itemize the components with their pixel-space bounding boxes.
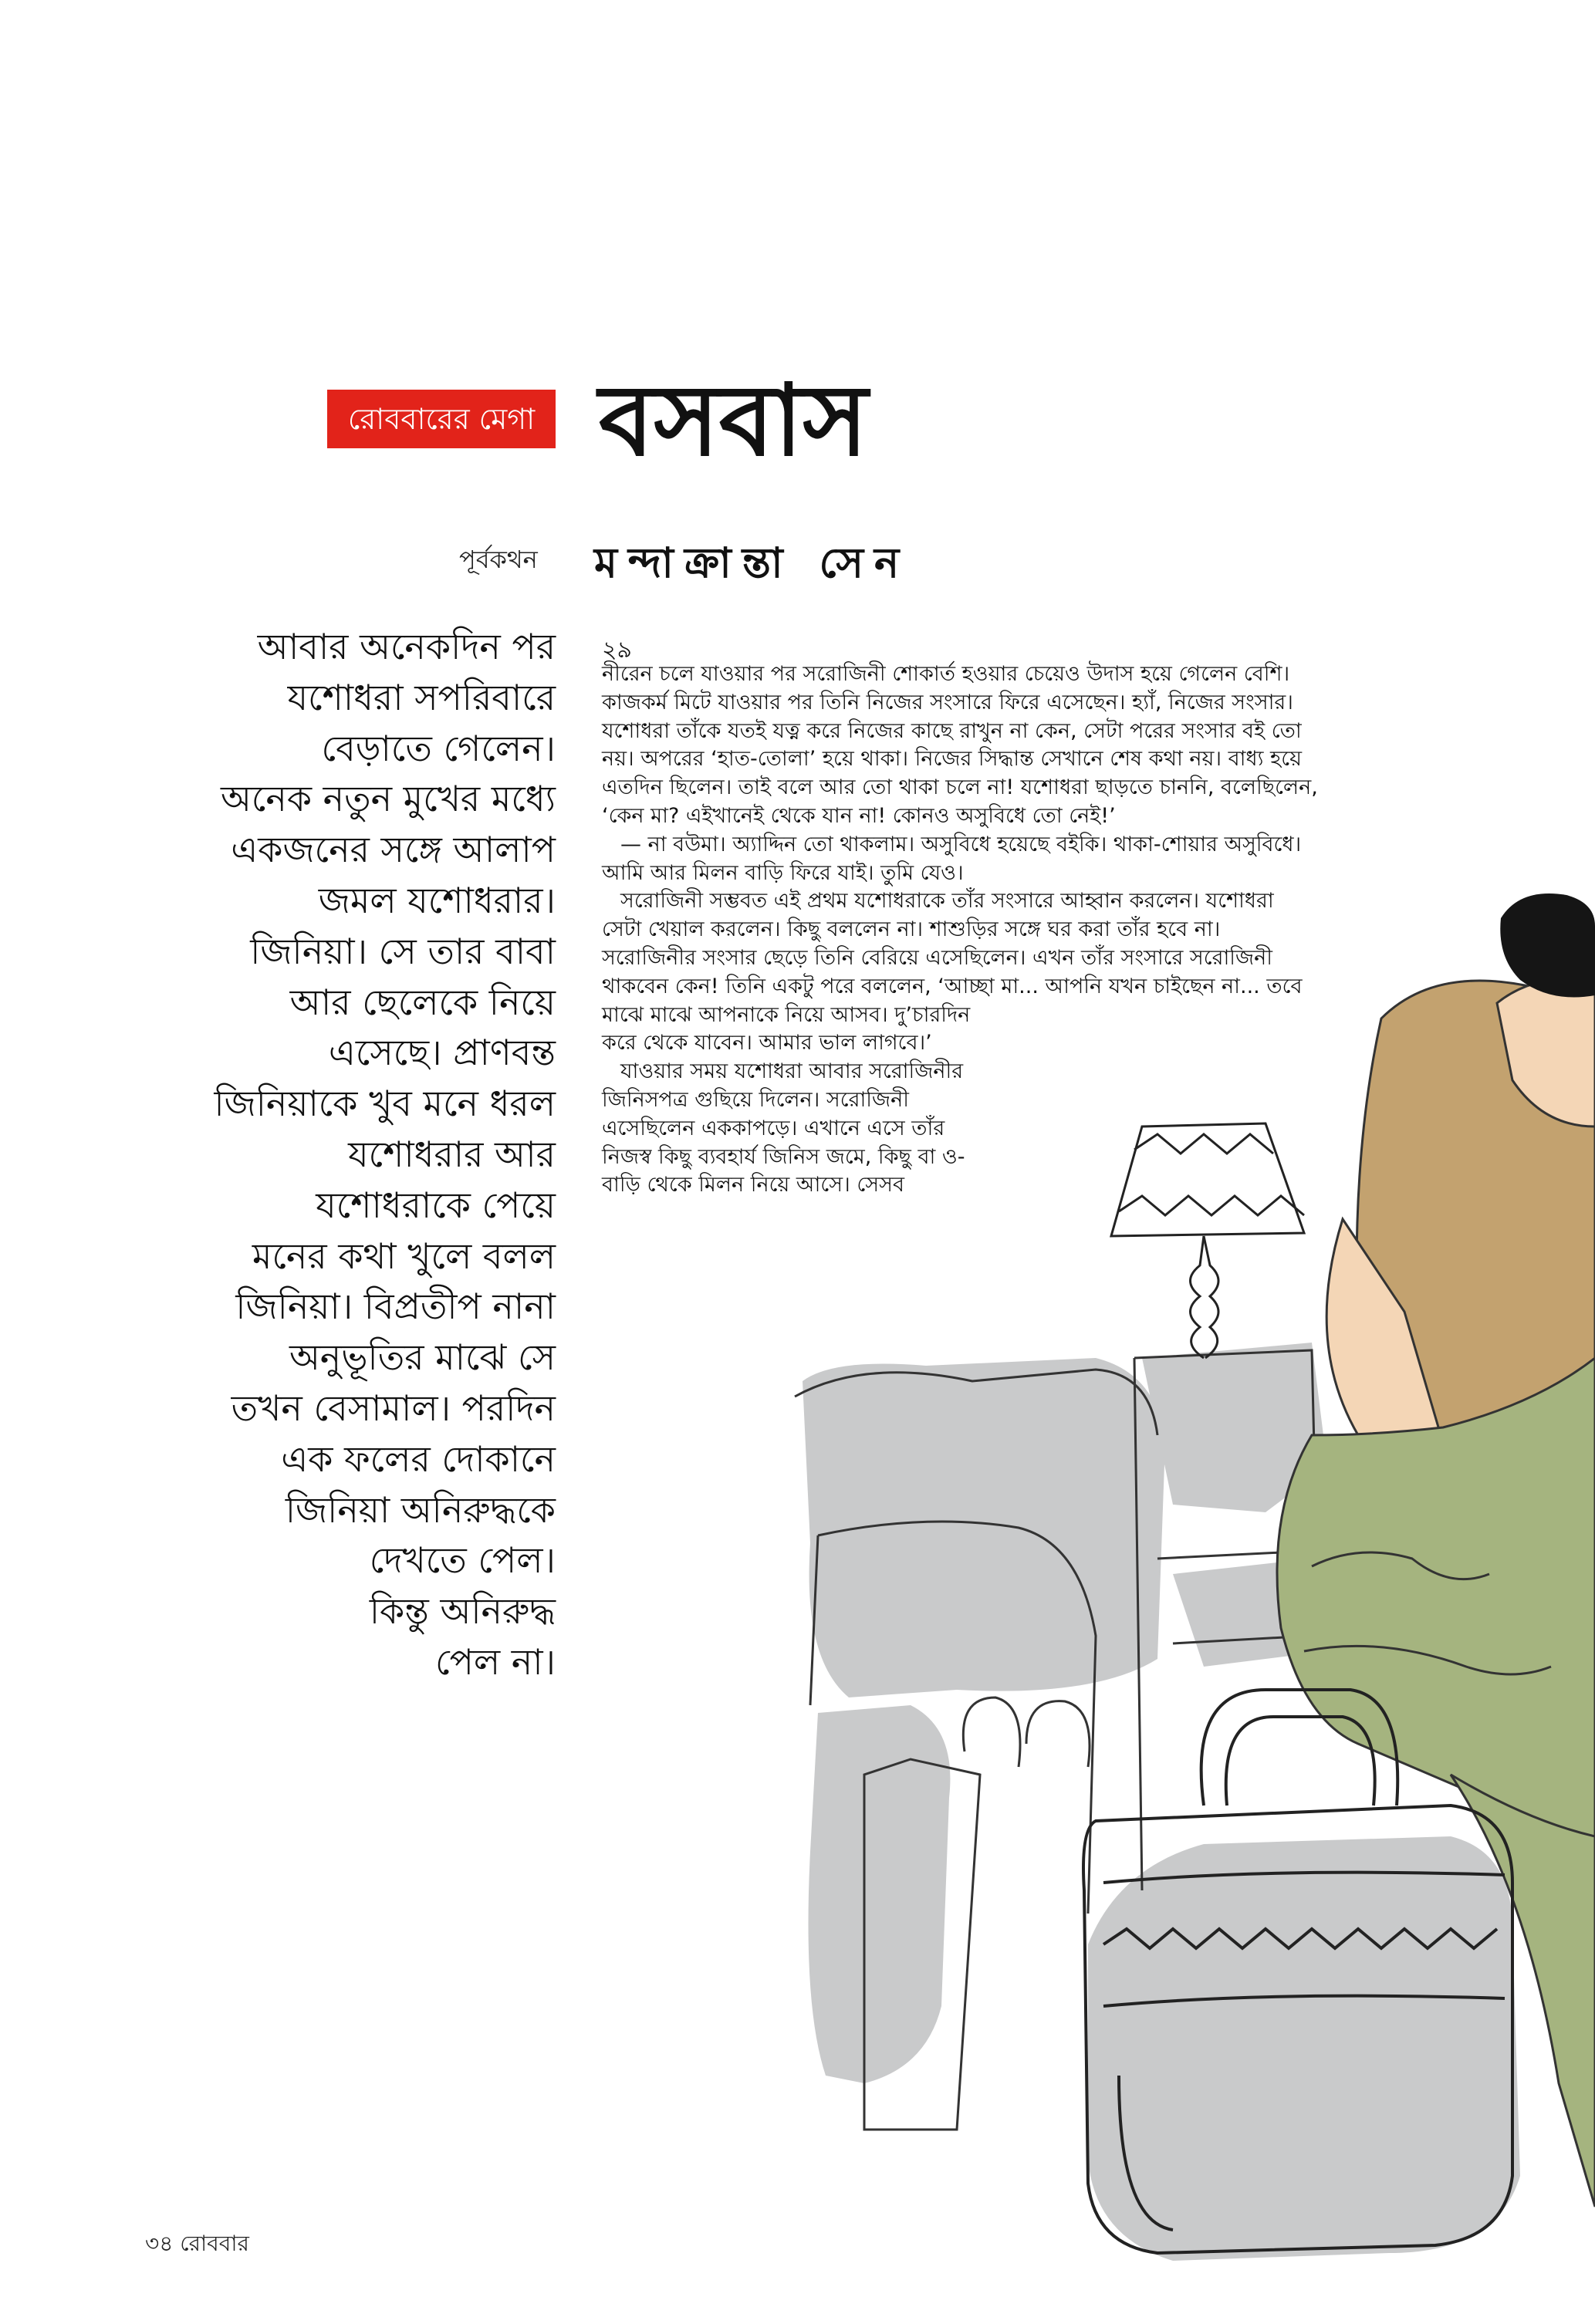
summary-column — [116, 622, 556, 1688]
summary-line: যশোধরা সপরিবারে — [287, 676, 556, 718]
summary-line: একজনের সঙ্গে আলাপ — [231, 829, 556, 871]
summary-line: যশোধরাকে পেয়ে — [316, 1184, 556, 1226]
summary-line: এক ফলের দোকানে — [281, 1437, 556, 1480]
body-line: নীরেন চলে যাওয়ার পর সরোজিনী শোকার্ত হওয়ার চেয়েও উদাস হয়ে গেলেন বেশি। — [602, 662, 1290, 686]
body-line: আমি আর মিলন বাড়ি ফিরে যাই। তুমি যেও। — [602, 860, 964, 885]
summary-line: দেখতে পেল। — [369, 1539, 556, 1582]
body-line: নিজস্ব কিছু ব্যবহার্য জিনিস জমে, কিছু বা ও- — [602, 1144, 965, 1169]
body-line: নয়। অপরের ‘হাত-তোলা’ হয়ে থাকা। নিজের সিদ্ধান্ত সেখানে শেষ কথা নয়। বাধ্য হয়ে — [602, 747, 1302, 772]
body-line: জিনিসপত্র গুছিয়ে দিলেন। সরোজিনী — [602, 1087, 909, 1112]
page-title: বসবাস — [599, 363, 868, 478]
body-line: এসেছিলেন এককাপড়ে। এখানে এসে তাঁর — [602, 1116, 945, 1140]
body-line: — না বউমা। অ্যাদ্দিন তো থাকলাম। অসুবিধে হয়েছে বইকি। থাকা-শোয়ার অসুবিধে। — [620, 832, 1302, 856]
body-line: থাকবেন কেন! তিনি একটু পরে বললেন, ‘আচ্ছা মা... আপনি যখন চাইছেন না... তবে — [602, 974, 1303, 998]
summary-line: মনের কথা খুলে বলল — [252, 1235, 556, 1277]
summary-line: জিনিয়া। বিপ্রতীপ নানা — [235, 1285, 556, 1328]
body-line: যশোধরা তাঁকে যতই যত্ন করে নিজের কাছে রাখুন না কেন, সেটা পরের সংসার বই তো — [602, 718, 1302, 743]
body-line: যাওয়ার সময় যশোধরা আবার সরোজিনীর — [620, 1059, 964, 1084]
chapter-number: ২৯ — [602, 637, 632, 664]
summary-line: পেল না। — [434, 1640, 556, 1683]
summary-line: আর ছেলেকে নিয়ে — [289, 981, 556, 1023]
body-line: এতদিন ছিলেন। তাই বলে আর তো থাকা চলে না! যশোধরা ছাড়তে চাননি, বলেছিলেন, — [602, 775, 1318, 800]
summary-line: জিনিয়াকে খুব মনে ধরল — [214, 1083, 556, 1125]
body-line: বাড়ি থেকে মিলন নিয়ে আসে। সেসব — [602, 1173, 904, 1197]
body-line: সরোজিনী সম্ভবত এই প্রথম যশোধরাকে তাঁর সংসারে আহ্বান করলেন। যশোধরা — [620, 889, 1274, 914]
page-folio: ৩৪ রোববার — [145, 2231, 249, 2256]
author-name: মন্দাক্রান্তা সেন — [594, 538, 911, 587]
bag-illustration — [1083, 1690, 1512, 2253]
body-line: করে থেকে যাবেন। আমার ভাল লাগবে।’ — [602, 1031, 932, 1056]
summary-line: অনেক নতুন মুখের মধ্যে — [221, 778, 556, 820]
summary-line: জিনিয়া। সে তার বাবা — [250, 930, 556, 972]
body-line: সরোজিনীর সংসার ছেড়ে তিনি বেরিয়ে এসেছিলেন। এখন তাঁর সংসারে সরোজিনী — [602, 945, 1273, 970]
body-line: কাজকর্ম মিটে যাওয়ার পর তিনি নিজের সংসারে ফিরে এসেছেন। হ্যাঁ, নিজের সংসার। — [602, 690, 1293, 714]
summary-line: অনুভূতির মাঝে সে — [289, 1336, 556, 1379]
series-tag: রোববারের মেগা — [327, 390, 556, 448]
summary-line: কিন্তু অনিরুদ্ধ — [369, 1590, 556, 1633]
summary-line: যশোধরার আর — [348, 1133, 556, 1175]
summary-line: বেড়াতে গেলেন। — [321, 727, 556, 769]
body-text — [602, 660, 1458, 1200]
prelude-label: পূর্বকথন — [459, 545, 538, 574]
gray-wash — [803, 1343, 1520, 2261]
body-line: মাঝে মাঝে আপনাকে নিয়ে আসব। দু’চারদিন — [602, 1002, 971, 1027]
summary-line: এসেছে। প্রাণবন্ত — [328, 1032, 556, 1074]
summary-line: জমল যশোধরার। — [318, 879, 556, 921]
summary-line: তখন বেসামাল। পরদিন — [231, 1387, 556, 1429]
body-line: সেটা খেয়াল করলেন। কিছু বললেন না। শাশুড়ির সঙ্গে ঘর করা তাঁর হবে না। — [602, 917, 1221, 942]
summary-line: জিনিয়া অনিরুদ্ধকে — [285, 1488, 556, 1531]
body-line: ‘কেন মা? এইখানেই থেকে যান না! কোনও অসুবিধে তো নেই!’ — [602, 803, 1116, 828]
furniture-lines — [795, 1350, 1316, 2130]
summary-line: আবার অনেকদিন পর — [257, 626, 556, 667]
